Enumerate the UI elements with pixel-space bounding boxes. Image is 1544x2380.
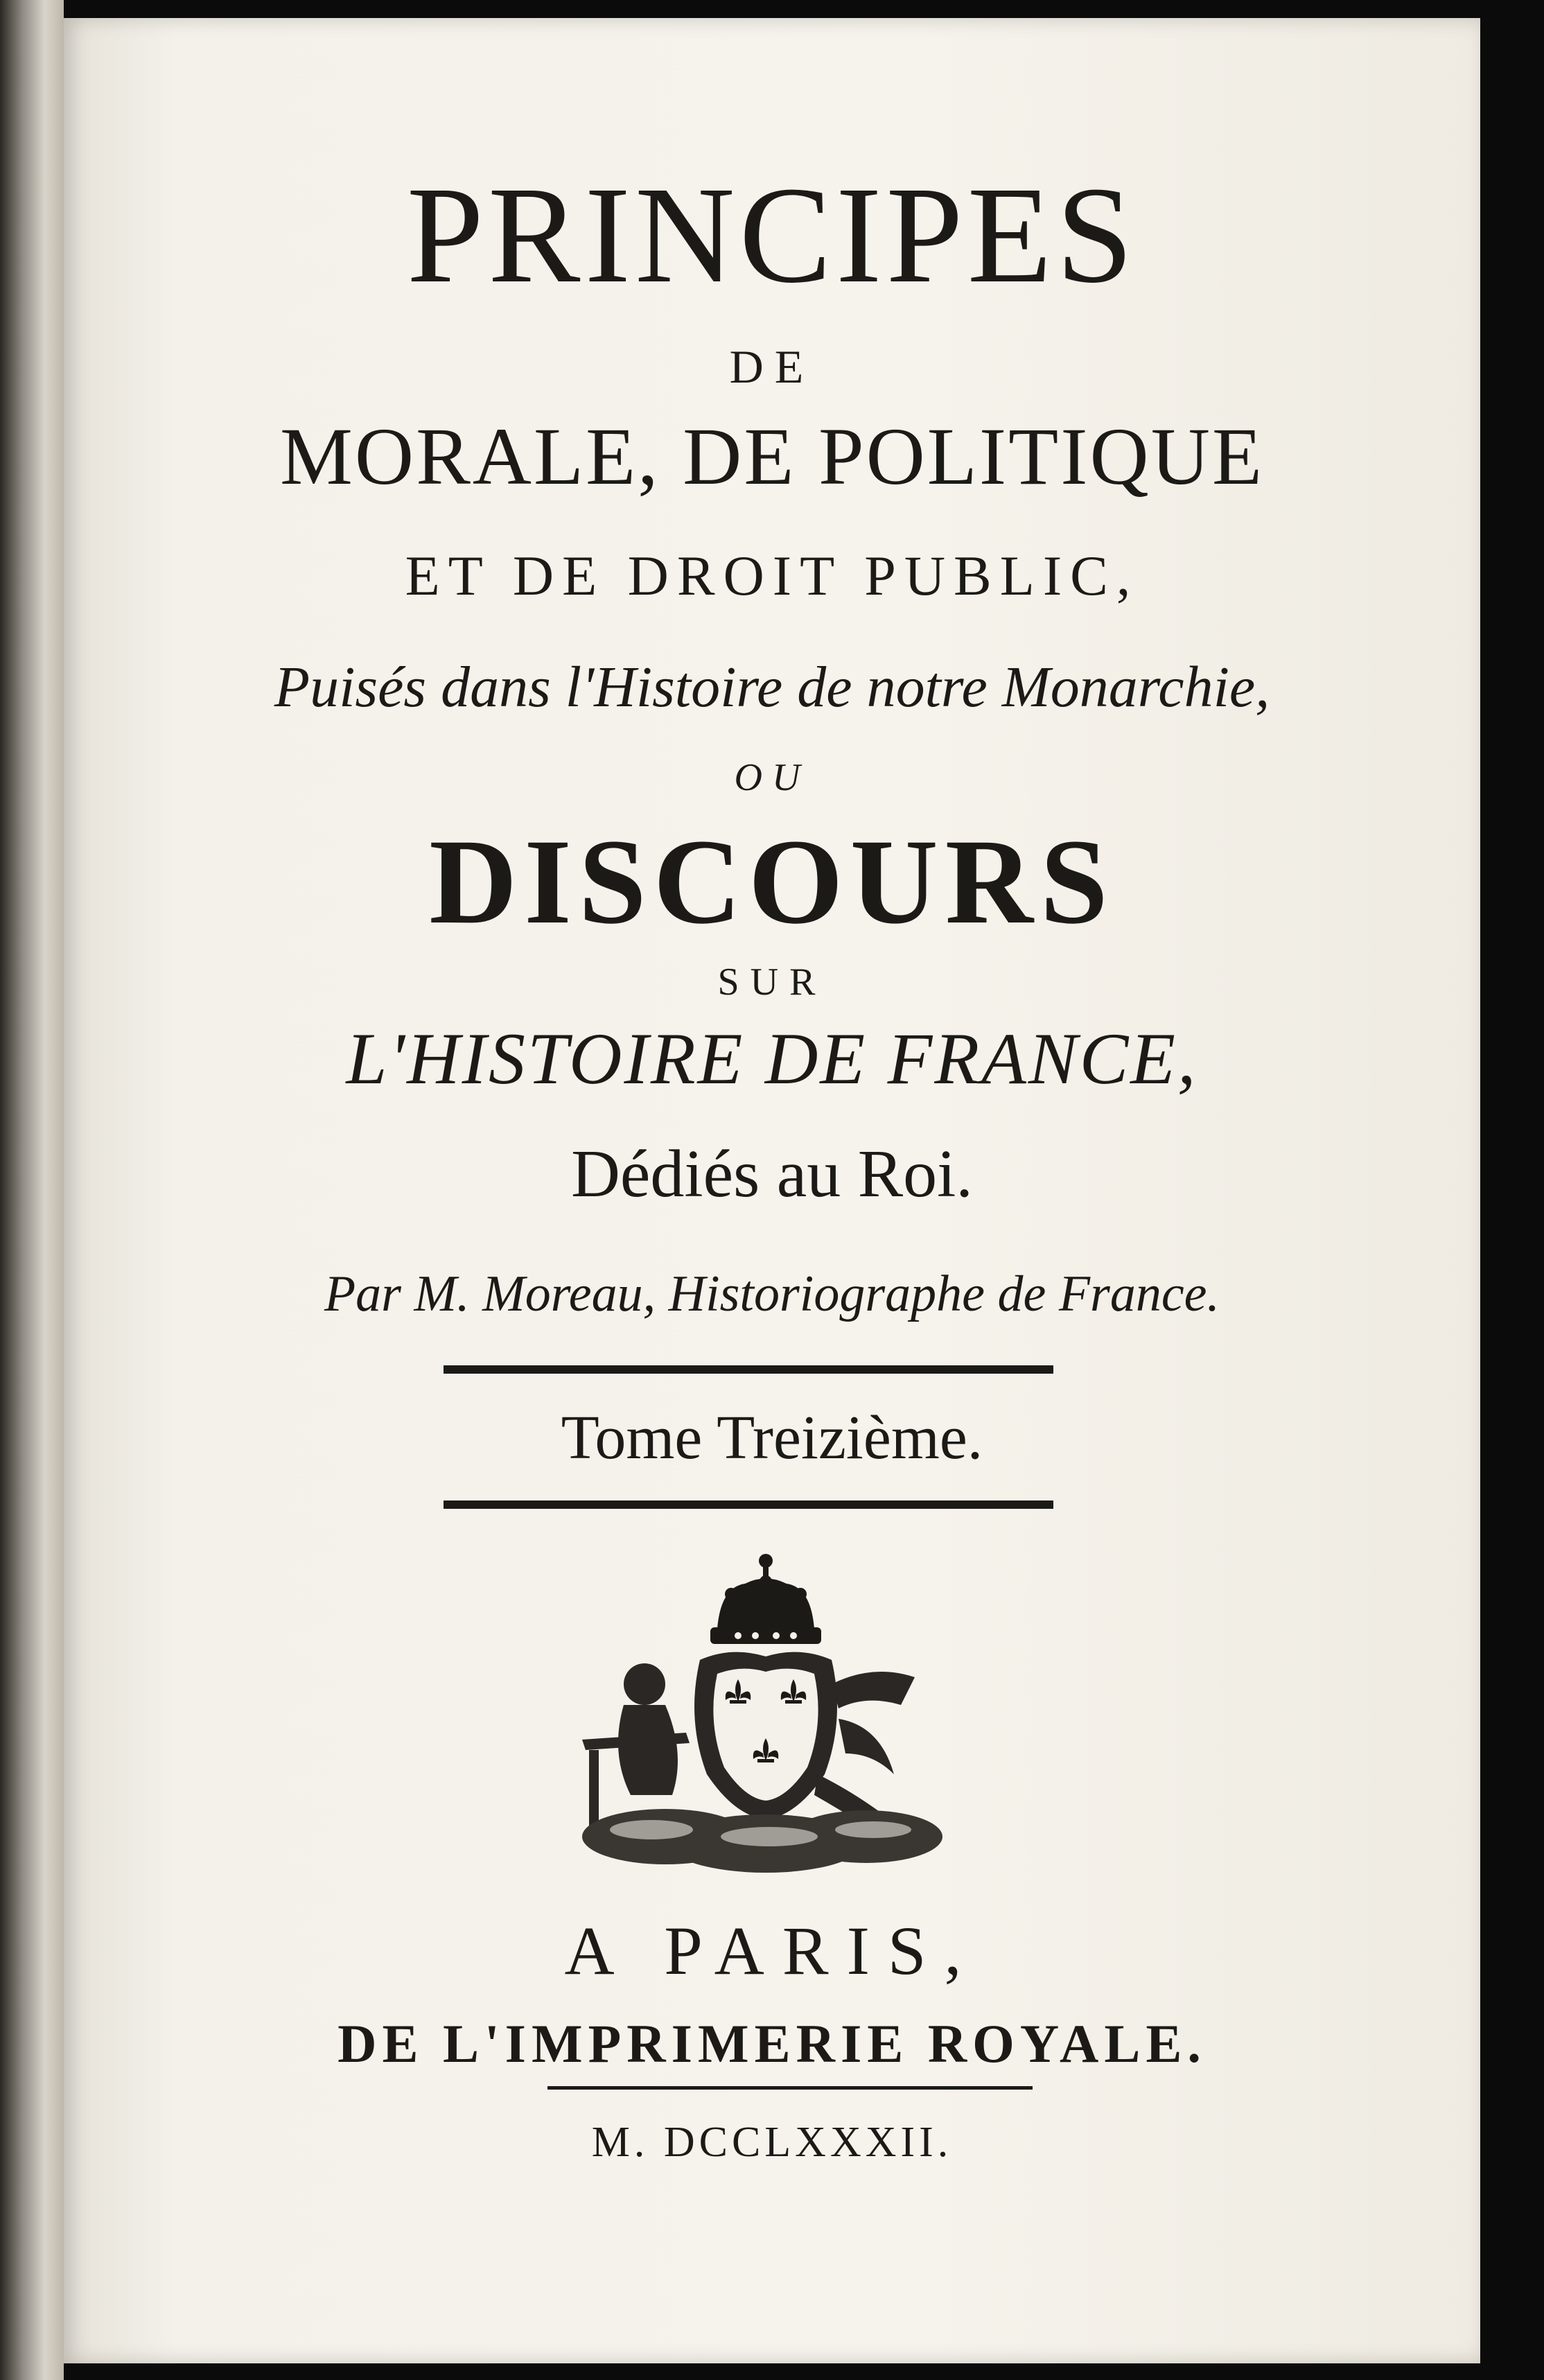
title-histoire-de-france: L'HISTOIRE DE FRANCE, (346, 1018, 1198, 1099)
subtitle-puises: Puisés dans l'Histoire de notre Monarchie, (274, 655, 1270, 719)
divider-rule-imprint (547, 2086, 1033, 2090)
volume-label: Tome Treizième. (561, 1403, 983, 1472)
imprint-publisher: DE L'IMPRIMERIE ROYALE. (337, 2013, 1207, 2074)
author-line: Par M. Moreau, Historiographe de France. (324, 1266, 1220, 1322)
title-droit-public: ET DE DROIT PUBLIC, (405, 544, 1139, 607)
imprint-place: A PARIS, (564, 1912, 980, 1989)
imprint-date: M. DCCLXXXII. (591, 2119, 953, 2166)
royal-arms-vignette-icon (568, 1546, 956, 1878)
title-de: DE (729, 340, 815, 393)
title-ou: OU (734, 756, 810, 799)
dedication: Dédiés au Roi. (571, 1137, 973, 1211)
title-discours: DISCOURS (429, 814, 1115, 950)
divider-rule-bottom (444, 1500, 1053, 1509)
title-morale-politique: MORALE, DE POLITIQUE (279, 411, 1265, 502)
title-principes: PRINCIPES (406, 159, 1138, 312)
divider-rule-top (444, 1365, 1053, 1374)
title-sur: SUR (717, 961, 827, 1004)
